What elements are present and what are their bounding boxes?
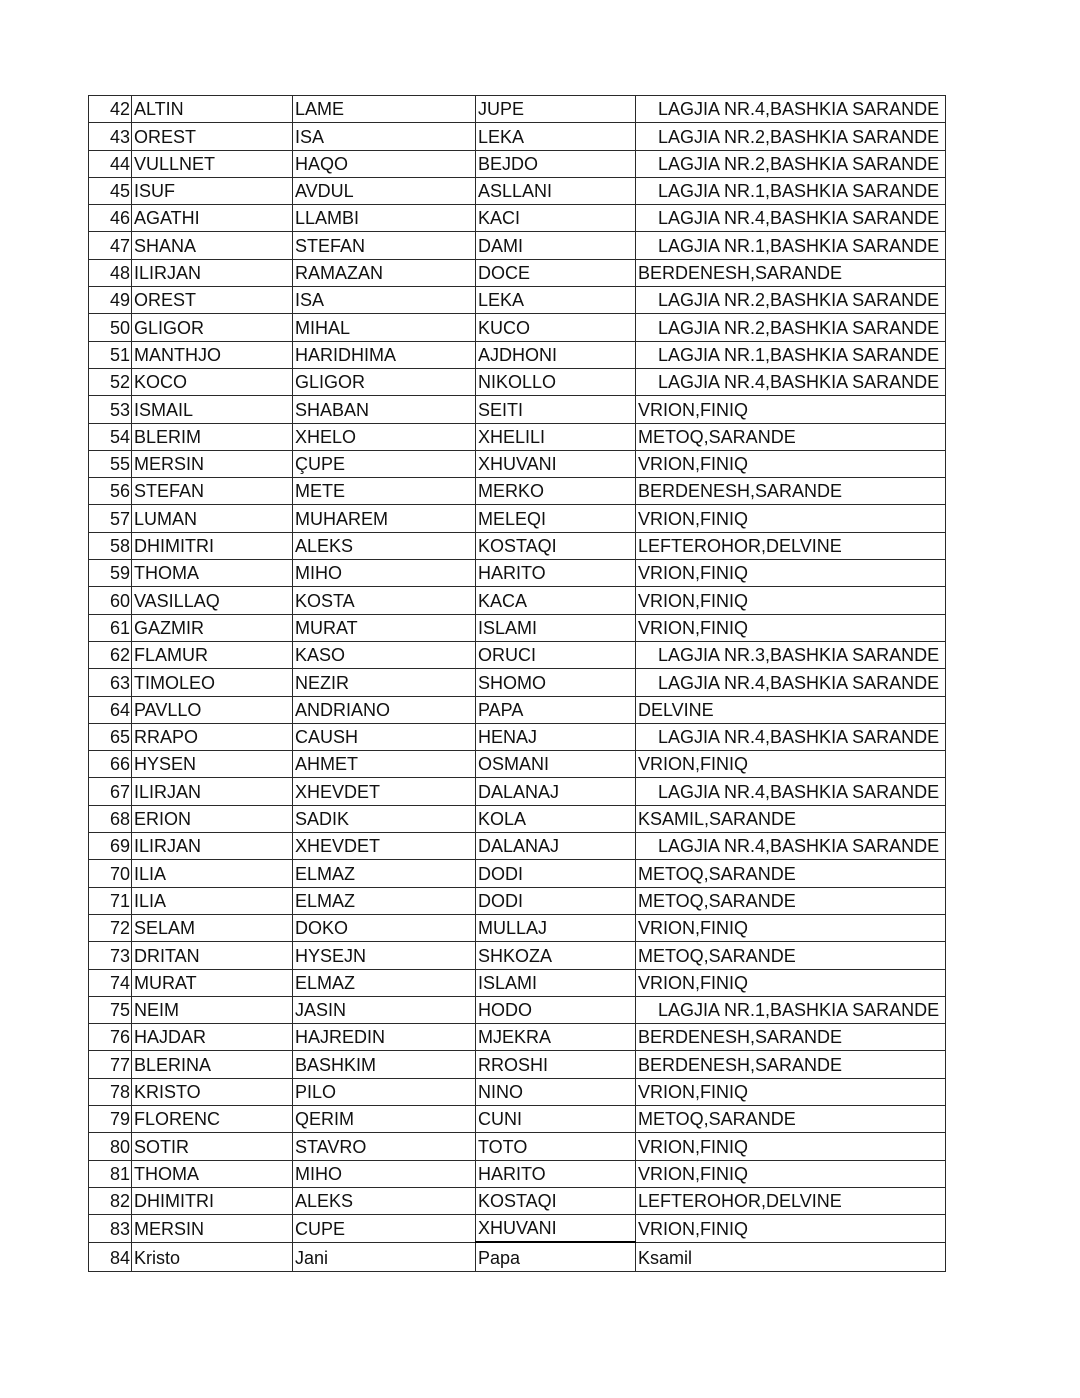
first-name-cell: ILIRJAN: [132, 259, 293, 286]
row-number: 50: [89, 314, 132, 341]
first-name-cell: NEIM: [132, 996, 293, 1023]
row-number: 66: [89, 751, 132, 778]
table-row: [89, 205, 946, 232]
address-cell: LAGJIA NR.2,BASHKIA SARANDE: [636, 150, 946, 177]
table-row: [89, 505, 946, 532]
table-row: [89, 1051, 946, 1078]
last-name-cell: XHUVANI: [476, 450, 636, 477]
address-cell: VRION,FINIQ: [636, 969, 946, 996]
father-name-cell: ELMAZ: [293, 860, 476, 887]
first-name-cell: ALTIN: [132, 96, 293, 123]
address-cell: LAGJIA NR.4,BASHKIA SARANDE: [636, 833, 946, 860]
table-row: [89, 1105, 946, 1132]
last-name-cell: HODO: [476, 996, 636, 1023]
row-number: 44: [89, 150, 132, 177]
address-cell: BERDENESH,SARANDE: [636, 1051, 946, 1078]
first-name-cell: ILIRJAN: [132, 833, 293, 860]
address-cell: VRION,FINIQ: [636, 914, 946, 941]
father-name-cell: GLIGOR: [293, 368, 476, 395]
last-name-cell: PAPA: [476, 696, 636, 723]
table-row: [89, 396, 946, 423]
row-number: 79: [89, 1105, 132, 1132]
father-name-cell: DOKO: [293, 914, 476, 941]
first-name-cell: KOCO: [132, 368, 293, 395]
address-cell: VRION,FINIQ: [636, 751, 946, 778]
father-name-cell: MIHO: [293, 560, 476, 587]
table-row: [89, 150, 946, 177]
first-name-cell: ERION: [132, 805, 293, 832]
address-cell: VRION,FINIQ: [636, 587, 946, 614]
row-number: 56: [89, 478, 132, 505]
father-name-cell: STAVRO: [293, 1133, 476, 1160]
row-number: 58: [89, 532, 132, 559]
table-row: [89, 1242, 946, 1272]
father-name-cell: QERIM: [293, 1105, 476, 1132]
last-name-cell: ORUCI: [476, 641, 636, 668]
table-row: [89, 1187, 946, 1214]
last-name-cell: DALANAJ: [476, 778, 636, 805]
father-name-cell: LAME: [293, 96, 476, 123]
father-name-cell: KOSTA: [293, 587, 476, 614]
address-cell: LAGJIA NR.1,BASHKIA SARANDE: [636, 341, 946, 368]
last-name-cell: HARITO: [476, 1160, 636, 1187]
row-number: 54: [89, 423, 132, 450]
address-cell: LAGJIA NR.4,BASHKIA SARANDE: [636, 778, 946, 805]
table-row: [89, 123, 946, 150]
table-row: [89, 969, 946, 996]
first-name-cell: BLERIM: [132, 423, 293, 450]
last-name-cell: JUPE: [476, 96, 636, 123]
table-row: [89, 450, 946, 477]
father-name-cell: XHEVDET: [293, 778, 476, 805]
table-row: [89, 996, 946, 1023]
row-number: 43: [89, 123, 132, 150]
first-name-cell: MURAT: [132, 969, 293, 996]
first-name-cell: RRAPO: [132, 723, 293, 750]
first-name-cell: STEFAN: [132, 478, 293, 505]
first-name-cell: HYSEN: [132, 751, 293, 778]
first-name-cell: THOMA: [132, 1160, 293, 1187]
address-cell: LAGJIA NR.4,BASHKIA SARANDE: [636, 368, 946, 395]
father-name-cell: STEFAN: [293, 232, 476, 259]
address-cell: LAGJIA NR.4,BASHKIA SARANDE: [636, 96, 946, 123]
last-name-cell: SEITI: [476, 396, 636, 423]
father-name-cell: HAJREDIN: [293, 1024, 476, 1051]
last-name-cell: KOSTAQI: [476, 532, 636, 559]
row-number: 46: [89, 205, 132, 232]
last-name-cell: Papa: [476, 1242, 636, 1272]
father-name-cell: JASIN: [293, 996, 476, 1023]
table-row: [89, 232, 946, 259]
address-cell: VRION,FINIQ: [636, 1078, 946, 1105]
row-number: 53: [89, 396, 132, 423]
table-row: [89, 833, 946, 860]
first-name-cell: MERSIN: [132, 1215, 293, 1243]
last-name-cell: KUCO: [476, 314, 636, 341]
address-cell: LAGJIA NR.2,BASHKIA SARANDE: [636, 287, 946, 314]
father-name-cell: ISA: [293, 123, 476, 150]
first-name-cell: HAJDAR: [132, 1024, 293, 1051]
row-number: 84: [89, 1242, 132, 1272]
address-cell: Ksamil: [636, 1242, 946, 1272]
row-number: 67: [89, 778, 132, 805]
last-name-cell: KOLA: [476, 805, 636, 832]
address-cell: METOQ,SARANDE: [636, 942, 946, 969]
father-name-cell: ALEKS: [293, 1187, 476, 1214]
first-name-cell: AGATHI: [132, 205, 293, 232]
row-number: 71: [89, 887, 132, 914]
table-row: [89, 887, 946, 914]
row-number: 80: [89, 1133, 132, 1160]
address-cell: METOQ,SARANDE: [636, 1105, 946, 1132]
row-number: 77: [89, 1051, 132, 1078]
first-name-cell: SHANA: [132, 232, 293, 259]
row-number: 75: [89, 996, 132, 1023]
first-name-cell: MERSIN: [132, 450, 293, 477]
last-name-cell: MULLAJ: [476, 914, 636, 941]
address-cell: METOQ,SARANDE: [636, 423, 946, 450]
first-name-cell: DHIMITRI: [132, 532, 293, 559]
table-row: [89, 96, 946, 123]
last-name-cell: NIKOLLO: [476, 368, 636, 395]
father-name-cell: AHMET: [293, 751, 476, 778]
last-name-cell: ISLAMI: [476, 969, 636, 996]
register-table: [88, 95, 946, 1272]
first-name-cell: VULLNET: [132, 150, 293, 177]
row-number: 68: [89, 805, 132, 832]
father-name-cell: HYSEJN: [293, 942, 476, 969]
row-number: 82: [89, 1187, 132, 1214]
address-cell: BERDENESH,SARANDE: [636, 1024, 946, 1051]
address-cell: LAGJIA NR.3,BASHKIA SARANDE: [636, 641, 946, 668]
address-cell: LEFTEROHOR,DELVINE: [636, 1187, 946, 1214]
father-name-cell: MUHAREM: [293, 505, 476, 532]
row-number: 62: [89, 641, 132, 668]
first-name-cell: SELAM: [132, 914, 293, 941]
last-name-cell: CUNI: [476, 1105, 636, 1132]
register-table-body: [89, 96, 946, 1272]
table-row: [89, 560, 946, 587]
address-cell: METOQ,SARANDE: [636, 887, 946, 914]
first-name-cell: LUMAN: [132, 505, 293, 532]
father-name-cell: XHEVDET: [293, 833, 476, 860]
last-name-cell: SHOMO: [476, 669, 636, 696]
last-name-cell: XHUVANI: [476, 1215, 636, 1243]
address-cell: VRION,FINIQ: [636, 1133, 946, 1160]
last-name-cell: DOCE: [476, 259, 636, 286]
row-number: 47: [89, 232, 132, 259]
first-name-cell: TIMOLEO: [132, 669, 293, 696]
first-name-cell: KRISTO: [132, 1078, 293, 1105]
table-row: [89, 423, 946, 450]
father-name-cell: HAQO: [293, 150, 476, 177]
address-cell: BERDENESH,SARANDE: [636, 259, 946, 286]
row-number: 78: [89, 1078, 132, 1105]
first-name-cell: DRITAN: [132, 942, 293, 969]
first-name-cell: ILIA: [132, 887, 293, 914]
address-cell: LAGJIA NR.4,BASHKIA SARANDE: [636, 205, 946, 232]
first-name-cell: DHIMITRI: [132, 1187, 293, 1214]
first-name-cell: SOTIR: [132, 1133, 293, 1160]
father-name-cell: CUPE: [293, 1215, 476, 1243]
address-cell: LAGJIA NR.2,BASHKIA SARANDE: [636, 123, 946, 150]
row-number: 42: [89, 96, 132, 123]
table-row: [89, 1024, 946, 1051]
table-row: [89, 723, 946, 750]
first-name-cell: OREST: [132, 123, 293, 150]
table-row: [89, 341, 946, 368]
last-name-cell: HARITO: [476, 560, 636, 587]
last-name-cell: SHKOZA: [476, 942, 636, 969]
father-name-cell: BASHKIM: [293, 1051, 476, 1078]
father-name-cell: ÇUPE: [293, 450, 476, 477]
table-row: [89, 587, 946, 614]
last-name-cell: AJDHONI: [476, 341, 636, 368]
table-row: [89, 314, 946, 341]
address-cell: VRION,FINIQ: [636, 1215, 946, 1243]
first-name-cell: FLAMUR: [132, 641, 293, 668]
last-name-cell: XHELILI: [476, 423, 636, 450]
first-name-cell: ISMAIL: [132, 396, 293, 423]
table-row: [89, 368, 946, 395]
address-cell: BERDENESH,SARANDE: [636, 478, 946, 505]
first-name-cell: GAZMIR: [132, 614, 293, 641]
table-row: [89, 1078, 946, 1105]
address-cell: LAGJIA NR.4,BASHKIA SARANDE: [636, 723, 946, 750]
father-name-cell: CAUSH: [293, 723, 476, 750]
father-name-cell: MURAT: [293, 614, 476, 641]
last-name-cell: DALANAJ: [476, 833, 636, 860]
first-name-cell: THOMA: [132, 560, 293, 587]
table-row: [89, 478, 946, 505]
table-row: [89, 641, 946, 668]
father-name-cell: PILO: [293, 1078, 476, 1105]
father-name-cell: ALEKS: [293, 532, 476, 559]
table-row: [89, 259, 946, 286]
last-name-cell: DAMI: [476, 232, 636, 259]
address-cell: VRION,FINIQ: [636, 450, 946, 477]
table-row: [89, 1160, 946, 1187]
row-number: 76: [89, 1024, 132, 1051]
last-name-cell: OSMANI: [476, 751, 636, 778]
row-number: 48: [89, 259, 132, 286]
father-name-cell: ELMAZ: [293, 887, 476, 914]
table-row: [89, 177, 946, 204]
last-name-cell: HENAJ: [476, 723, 636, 750]
father-name-cell: ANDRIANO: [293, 696, 476, 723]
row-number: 64: [89, 696, 132, 723]
address-cell: VRION,FINIQ: [636, 396, 946, 423]
table-row: [89, 805, 946, 832]
table-row: [89, 914, 946, 941]
row-number: 65: [89, 723, 132, 750]
father-name-cell: MIHAL: [293, 314, 476, 341]
father-name-cell: ISA: [293, 287, 476, 314]
address-cell: VRION,FINIQ: [636, 614, 946, 641]
address-cell: LAGJIA NR.4,BASHKIA SARANDE: [636, 669, 946, 696]
last-name-cell: DODI: [476, 887, 636, 914]
row-number: 83: [89, 1215, 132, 1243]
father-name-cell: NEZIR: [293, 669, 476, 696]
table-row: [89, 669, 946, 696]
address-cell: LAGJIA NR.1,BASHKIA SARANDE: [636, 177, 946, 204]
address-cell: VRION,FINIQ: [636, 505, 946, 532]
address-cell: METOQ,SARANDE: [636, 860, 946, 887]
father-name-cell: METE: [293, 478, 476, 505]
table-row: [89, 532, 946, 559]
last-name-cell: DODI: [476, 860, 636, 887]
row-number: 73: [89, 942, 132, 969]
address-cell: DELVINE: [636, 696, 946, 723]
father-name-cell: HARIDHIMA: [293, 341, 476, 368]
table-row: [89, 751, 946, 778]
row-number: 70: [89, 860, 132, 887]
father-name-cell: ELMAZ: [293, 969, 476, 996]
table-row: [89, 942, 946, 969]
first-name-cell: MANTHJO: [132, 341, 293, 368]
row-number: 69: [89, 833, 132, 860]
last-name-cell: LEKA: [476, 123, 636, 150]
last-name-cell: MERKO: [476, 478, 636, 505]
table-row: [89, 696, 946, 723]
table-row: [89, 860, 946, 887]
address-cell: VRION,FINIQ: [636, 1160, 946, 1187]
row-number: 61: [89, 614, 132, 641]
row-number: 81: [89, 1160, 132, 1187]
row-number: 72: [89, 914, 132, 941]
first-name-cell: ISUF: [132, 177, 293, 204]
last-name-cell: LEKA: [476, 287, 636, 314]
first-name-cell: ILIA: [132, 860, 293, 887]
first-name-cell: FLORENC: [132, 1105, 293, 1132]
row-number: 52: [89, 368, 132, 395]
row-number: 59: [89, 560, 132, 587]
last-name-cell: RROSHI: [476, 1051, 636, 1078]
father-name-cell: KASO: [293, 641, 476, 668]
row-number: 74: [89, 969, 132, 996]
table-row: [89, 1133, 946, 1160]
row-number: 60: [89, 587, 132, 614]
last-name-cell: BEJDO: [476, 150, 636, 177]
table-row: [89, 287, 946, 314]
first-name-cell: ILIRJAN: [132, 778, 293, 805]
address-cell: KSAMIL,SARANDE: [636, 805, 946, 832]
father-name-cell: SADIK: [293, 805, 476, 832]
first-name-cell: VASILLAQ: [132, 587, 293, 614]
father-name-cell: XHELO: [293, 423, 476, 450]
first-name-cell: GLIGOR: [132, 314, 293, 341]
last-name-cell: MELEQI: [476, 505, 636, 532]
address-cell: LAGJIA NR.2,BASHKIA SARANDE: [636, 314, 946, 341]
last-name-cell: MJEKRA: [476, 1024, 636, 1051]
father-name-cell: Jani: [293, 1242, 476, 1272]
first-name-cell: Kristo: [132, 1242, 293, 1272]
last-name-cell: KACI: [476, 205, 636, 232]
address-cell: LEFTEROHOR,DELVINE: [636, 532, 946, 559]
last-name-cell: KOSTAQI: [476, 1187, 636, 1214]
address-cell: VRION,FINIQ: [636, 560, 946, 587]
father-name-cell: RAMAZAN: [293, 259, 476, 286]
table-row: [89, 778, 946, 805]
row-number: 57: [89, 505, 132, 532]
father-name-cell: SHABAN: [293, 396, 476, 423]
first-name-cell: PAVLLO: [132, 696, 293, 723]
address-cell: LAGJIA NR.1,BASHKIA SARANDE: [636, 232, 946, 259]
last-name-cell: ISLAMI: [476, 614, 636, 641]
last-name-cell: TOTO: [476, 1133, 636, 1160]
row-number: 49: [89, 287, 132, 314]
row-number: 63: [89, 669, 132, 696]
row-number: 55: [89, 450, 132, 477]
last-name-cell: KACA: [476, 587, 636, 614]
father-name-cell: AVDUL: [293, 177, 476, 204]
father-name-cell: MIHO: [293, 1160, 476, 1187]
last-name-cell: ASLLANI: [476, 177, 636, 204]
table-row: [89, 614, 946, 641]
last-name-cell: NINO: [476, 1078, 636, 1105]
first-name-cell: BLERINA: [132, 1051, 293, 1078]
first-name-cell: OREST: [132, 287, 293, 314]
father-name-cell: LLAMBI: [293, 205, 476, 232]
row-number: 45: [89, 177, 132, 204]
table-row: [89, 1215, 946, 1243]
address-cell: LAGJIA NR.1,BASHKIA SARANDE: [636, 996, 946, 1023]
row-number: 51: [89, 341, 132, 368]
